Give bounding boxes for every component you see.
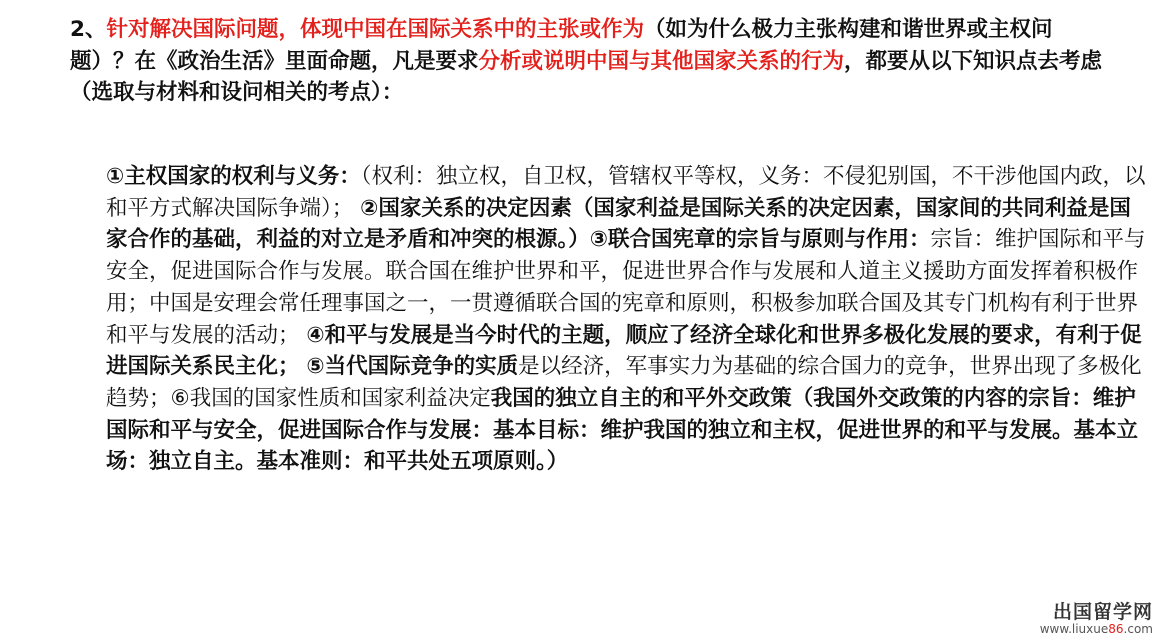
question-number: 2、 <box>70 17 107 42</box>
point-5-title: ⑤当代国际竞争的实质 <box>306 354 519 380</box>
point-1-title: ①主权国家的权利与义务： <box>106 164 361 189</box>
watermark-url: www.liuxue86.com <box>1039 621 1153 636</box>
point-4: ④和平与发展是当今时代的主题，顺应了经济全球化和世界多极化发展的要求，有利于促进国际关系民主化； <box>106 322 1142 380</box>
red-emphasis-1: 针对解决国际问题，体现中国在国际关系中的主张或作为 <box>106 17 644 42</box>
point-5-text: 是以经济，军事实力为基础的综合国力的竞争，世界出现了多极化趋势；⑥我国的国家性质和国家利益决定 <box>106 354 1142 411</box>
point-6: 我国的独立自主的和平外交政策（我国外交政策的内容的宗旨：维护国际和平与安全，促进国际合作与发展：基本目标：维护我国的独立和主权，促进世界的和平与发展。基本立场：独立自主。基本准则：和平共处五项原则。） <box>106 385 1139 475</box>
point-2: ②国家关系的决定因素（国家利益是国际关系的决定因素，国家间的共同利益是国家合作的基础，利益的对立是矛盾和冲突的根源。） <box>106 195 1131 253</box>
point-3-title: ③联合国宪章的宗旨与原则与作用： <box>589 227 931 253</box>
paragraph-knowledge-points <box>10 161 1146 478</box>
point-3-text: 宗旨：维护国际和平与安全，促进国际合作与发展。联合国在维护世界和平，促进世界合作与发展和人道主义援助方面发挥着积极作用；中国是安理会常任理事国之一，一贯遵循联合国的宪章和原则，积极参加联合国及其专门机构有利于世界和平与发展的活动； <box>106 227 1146 348</box>
red-emphasis-2: 分析或说明中国与其他国家关系的行为 <box>478 48 845 74</box>
point-1-text: （权利：独立权，自卫权，管辖权平等权，义务：不侵犯别国，不干涉他国内政，以和平方式解决国际争端）； <box>106 164 1146 221</box>
paragraph-question-2 <box>10 14 1110 109</box>
site-watermark <box>1040 602 1153 636</box>
watermark-title: 出国留学网 <box>1052 600 1153 623</box>
paragraph-1-text-2: ，都要从以下知识点去考虑（选取与材料和设问相关的考点）： <box>70 48 1103 106</box>
paragraph-1-text-1: （如为什么极力主张构建和谐世界或主权问题）？在《政治生活》里面命题，凡是要求 <box>70 17 1053 74</box>
